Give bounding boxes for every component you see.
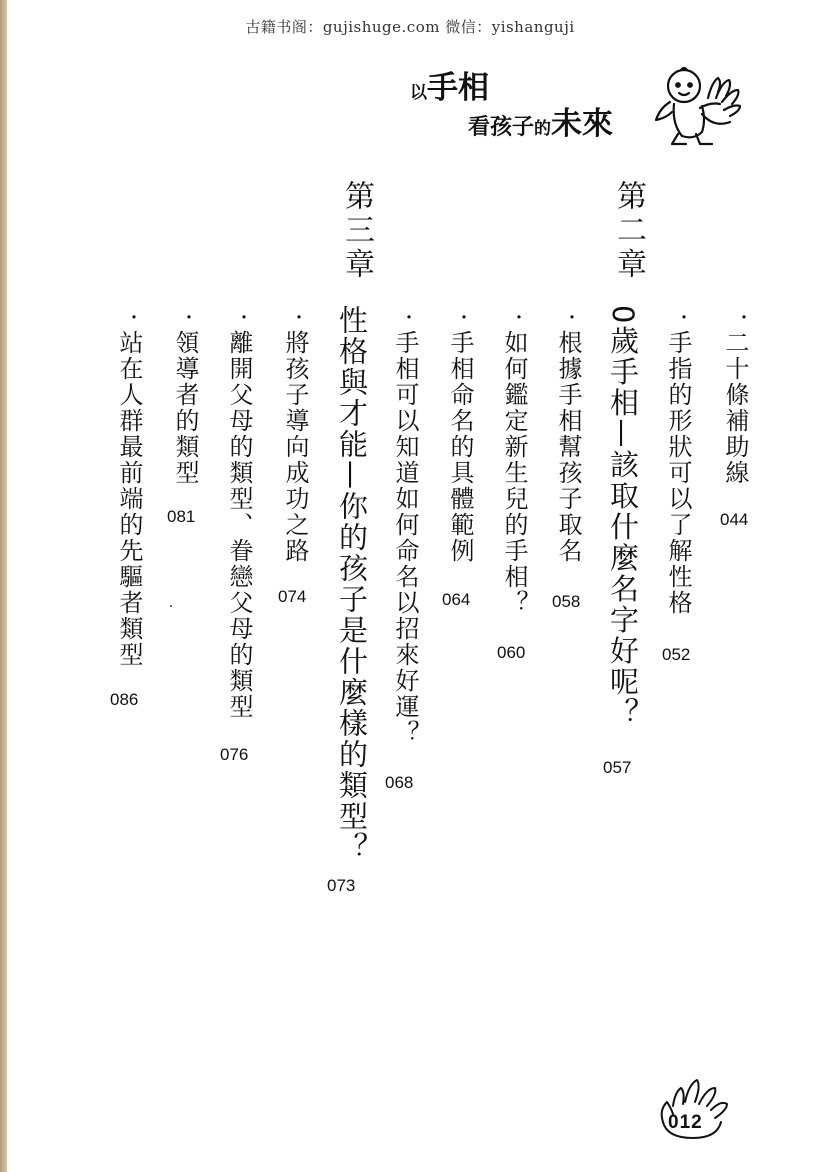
toc-entry-page: 086 — [110, 690, 139, 709]
bullet-dot: ・ — [290, 308, 308, 329]
toc-entry-text: 離開父母的類型、眷戀父母的類型 — [225, 330, 253, 720]
page-number: 012 — [668, 1112, 703, 1133]
chapter-heading-2: 第二章 — [611, 180, 646, 282]
toc-entry-page: 073 — [327, 876, 356, 895]
bullet-dot: ・ — [735, 308, 753, 329]
chapter-title-3: 性格與才能—你的孩子是什麼樣的類型？ — [335, 305, 369, 863]
toc-entry-text: 手指的形狀可以了解性格 — [664, 330, 692, 616]
toc-entry-text: 如何鑑定新生兒的手相？ — [500, 330, 528, 616]
toc-entry-page: 064 — [442, 590, 471, 609]
toc-entry-page: 044 — [720, 510, 749, 529]
toc-entry-text: 將孩子導向成功之路 — [281, 330, 309, 564]
toc-entry-text: 二十條補助線 — [721, 330, 749, 486]
toc-entry-text: 領導者的類型 — [171, 330, 199, 486]
bullet-dot: ・ — [563, 308, 581, 329]
bullet-dot: ・ — [675, 308, 693, 329]
bullet-dot: ・ — [180, 308, 198, 329]
toc-entry-page: 057 — [603, 758, 632, 777]
toc-entry-page: 076 — [220, 745, 249, 764]
chapter-heading-3: 第三章 — [339, 180, 374, 282]
baby-mascot-icon — [648, 64, 748, 148]
toc-entry-text: 手相可以知道如何命名以招來好運？ — [391, 330, 419, 746]
title-line-1: 以手相 — [410, 70, 489, 106]
toc-entry-page: 068 — [385, 773, 414, 792]
toc-entry-text: 手相命名的具體範例 — [446, 330, 474, 564]
bullet-dot: ・ — [510, 308, 528, 329]
toc-entry-page: 074 — [278, 587, 307, 606]
title-line-2: 看孩子的未來 — [468, 106, 614, 142]
toc-entry-page: 081 — [167, 507, 196, 526]
toc-entry-page: 060 — [497, 643, 526, 662]
chapter-title-2: 0歲手相—該取什麼名字好呢？ — [606, 305, 640, 729]
bullet-dot: ・ — [455, 308, 473, 329]
bullet-dot: ・ — [235, 308, 253, 329]
book-spine-edge — [0, 0, 7, 1172]
toc-entry-text: 站在人群最前端的先驅者類型 — [115, 330, 143, 668]
toc-entry-page: 058 — [552, 592, 581, 611]
toc-entry-page: 052 — [662, 645, 691, 664]
print-speck — [170, 605, 172, 607]
bullet-dot: ・ — [400, 308, 418, 329]
toc-entry-text: 根據手相幫孩子取名 — [554, 330, 582, 564]
watermark-text: 古籍书阁：gujishuge.com 微信：yishanguji — [245, 18, 575, 36]
bullet-dot: ・ — [125, 308, 143, 329]
book-running-title — [410, 62, 650, 142]
